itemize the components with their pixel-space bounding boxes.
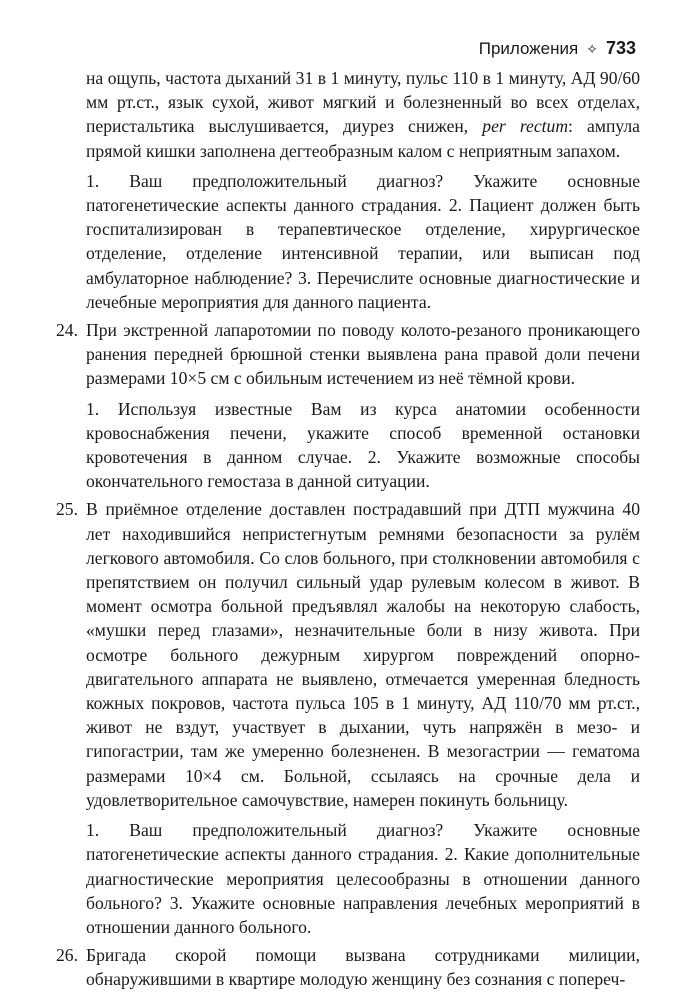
continued-case-23 [86,66,640,314]
case-item-24 [56,318,640,493]
case-text: Бригада скорой помощи вызвана сотрудниками милиции, обнаружившими в квартире молодую женщину без сознания с попереч- [86,945,640,990]
item-number: 26. [56,945,78,966]
case-item-26 [56,943,640,991]
page-body [56,66,640,992]
running-header [479,38,636,59]
case-questions: 1. Ваш предположительный диагноз? Укажите основные патогенетические аспекты данного страдания. 2. Пациент должен быть госпитализирован в терапевтическое отделение, хирургическое отделение, отделение интенсивной терапии, или выписан под амбулаторное наблюдение? 3. Перечислите основные диагностические и лечебные мероприятия для данного пациента. [86,170,640,312]
item-number: 25. [56,499,78,520]
page-number: 733 [605,38,636,58]
case-text: При экстренной лапаротомии по поводу колото-резаного проникающего ранения передней брюшной стенки выявлена рана правой доли печени размерами 10×5 см с обильным истечением из неё тёмной крови. [86,320,640,389]
item-number: 24. [56,320,78,341]
case-text: на ощупь, частота дыханий 31 в 1 минуту, пульс 110 в 1 минуту, АД 90/60 мм рт.ст., язык сухой, живот мягкий и болезненный во всех отделах, перистальтика выслушивается, диурез снижен, per rectum: ампула прямой кишки заполнена дегтеобразным калом с неприятным запахом. [86,68,640,161]
section-title: Приложения [478,39,579,58]
diamond-separator-icon: ✧ [586,41,598,57]
case-text: В приёмное отделение доставлен пострадавший при ДТП мужчина 40 лет находившийся непристегнутым ремнями безопасности за рулём легкового автомобиля. Со слов больного, при столкновении автомобиля с препятствием он получил сильный удар рулевым колесом в живот. В момент осмотра больной предъявлял жалобы на некоторую слабость, «мушки перед глазами», незначительные боли в низу живота. При осмотре больного дежурным хирургом повреждений опорно-двигательного аппарата не выявлено, отмечается умеренная бледность кожных покровов, частота пульса 105 в 1 минуту, АД 110/70 мм рт.ст., живот не вздут, участвует в дыхании, чуть напряжён в мезо- и гипогастрии, там же умеренно болезненен. В мезогастрии — гематома размерами 10×4 см. Больной, ссылаясь на срочные дела и удовлетворительное самочувствие, намерен покинуть больницу. [86,499,640,810]
case-questions: 1. Используя известные Вам из курса анатомии особенности кровоснабжения печени, укажите способ временной остановки кровотечения в данном случае. 2. Укажите возможные способы окончательного гемостаза в данной ситуации. [86,398,640,492]
case-questions: 1. Ваш предположительный диагноз? Укажите основные патогенетические аспекты данного страдания. 2. Какие дополнительные диагностические мероприятия целесообразны в отношении данного больного? 3. Укажите основные направления лечебных мероприятий в отношении данного больного. [86,820,640,937]
latin-term: per rectum [482,116,569,137]
case-item-25 [56,497,640,939]
